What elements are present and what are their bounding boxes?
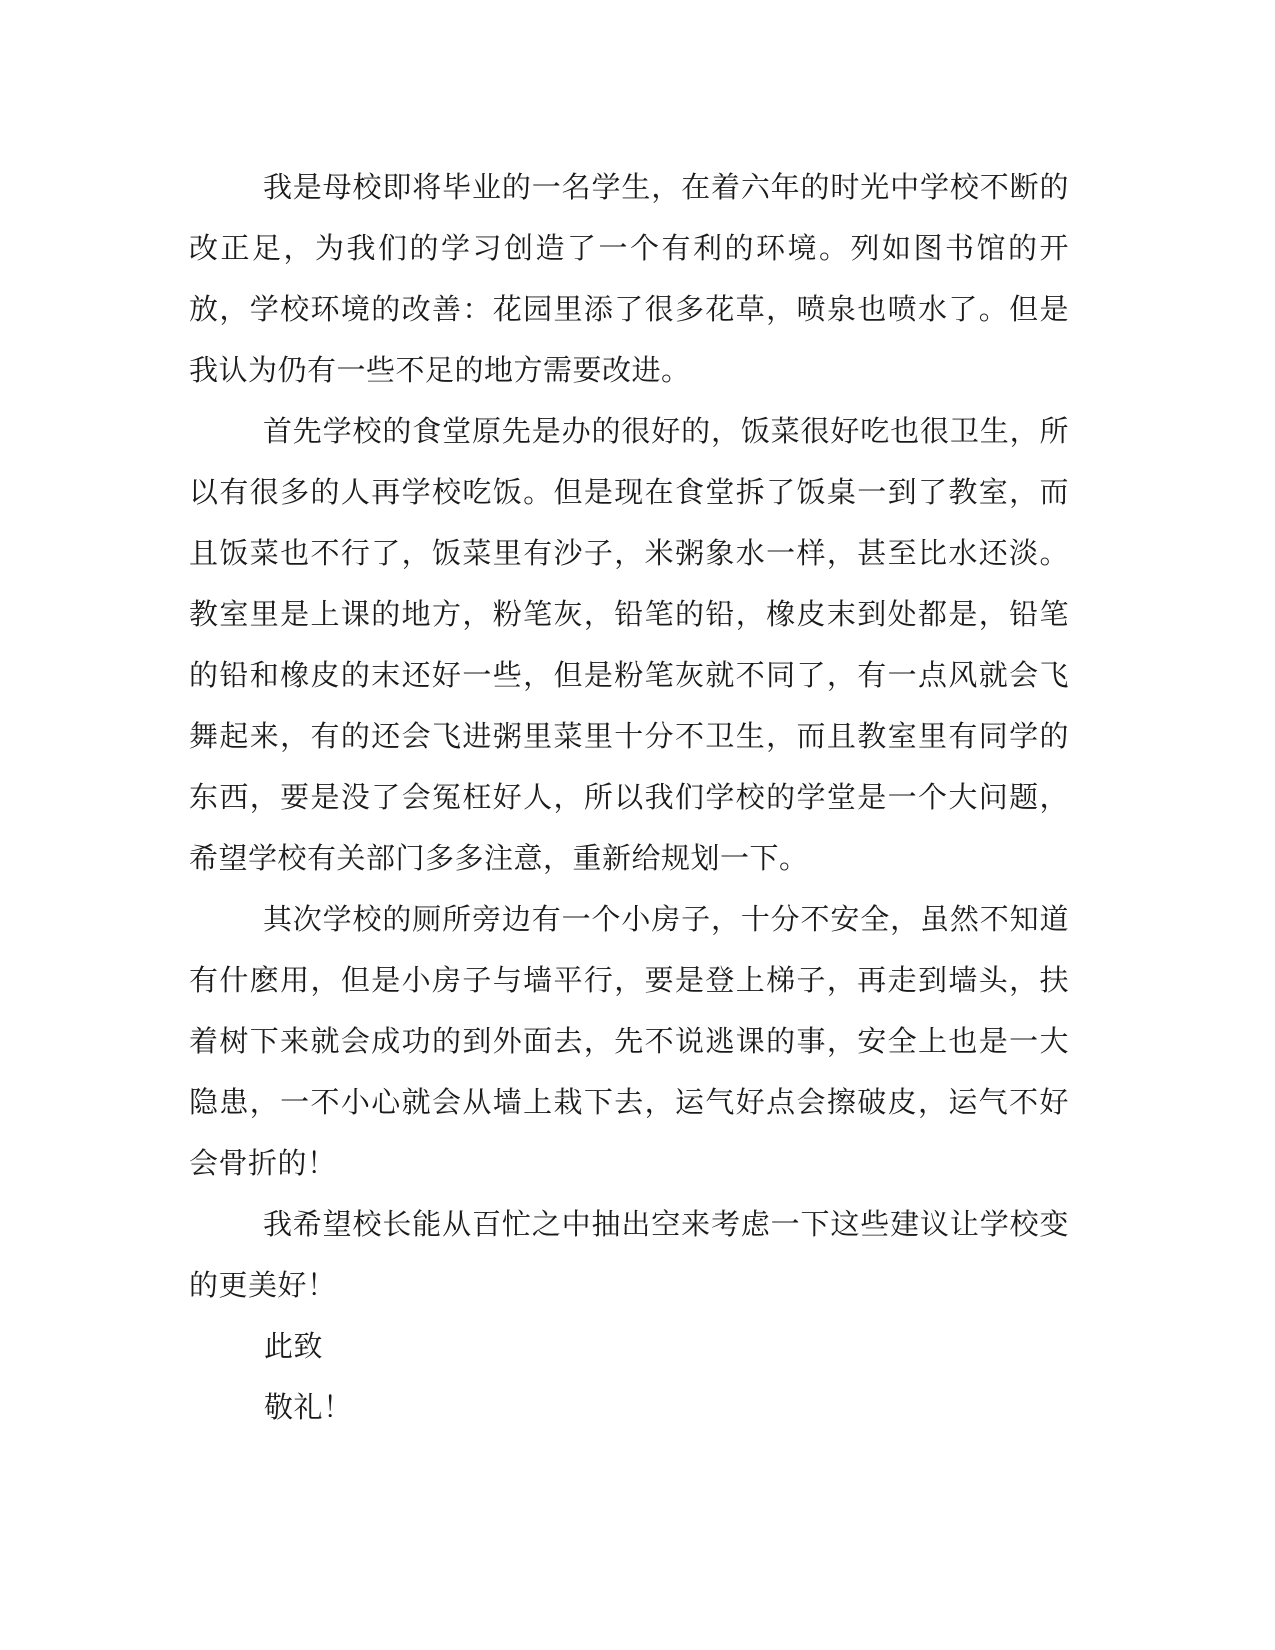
closing-regards: 敬礼！ (264, 1390, 353, 1424)
closing-salutation: 此致 (264, 1329, 324, 1363)
paragraph-intro: 我是母校即将毕业的一名学生，在着六年的时光中学校不断的改正足，为我们的学习创造了一个有利的环境。列如图书馆的开放，学校环境的改善：花园里添了很多花草，喷泉也喷水了。但是我认为仍有一些不足的地方需要改进。 (189, 170, 1069, 387)
paragraph-hope: 我希望校长能从百忙之中抽出空来考虑一下这些建议让学校变的更美好！ (189, 1207, 1069, 1302)
paragraph-safety: 其次学校的厕所旁边有一个小房子，十分不安全，虽然不知道有什麽用，但是小房子与墙平行，要是登上梯子，再走到墙头，扶着树下来就会成功的到外面去，先不说逃课的事，安全上也是一大隐患，一不小心就会从墙上栽下去，运气好点会擦破皮，运气不好会骨折的！ (189, 902, 1069, 1180)
letter-body (189, 157, 1069, 1438)
paragraph-canteen: 首先学校的食堂原先是办的很好的，饭菜很好吃也很卫生，所以有很多的人再学校吃饭。但是现在食堂拆了饭桌一到了教室，而且饭菜也不行了，饭菜里有沙子，米粥象水一样，甚至比水还淡。教室里是上课的地方，粉笔灰，铅笔的铅，橡皮末到处都是，铅笔的铅和橡皮的末还好一些，但是粉笔灰就不同了，有一点风就会飞舞起来，有的还会飞进粥里菜里十分不卫生，而且教室里有同学的东西，要是没了会冤枉好人，所以我们学校的学堂是一个大问题，希望学校有关部门多多注意，重新给规划一下。 (189, 414, 1069, 875)
